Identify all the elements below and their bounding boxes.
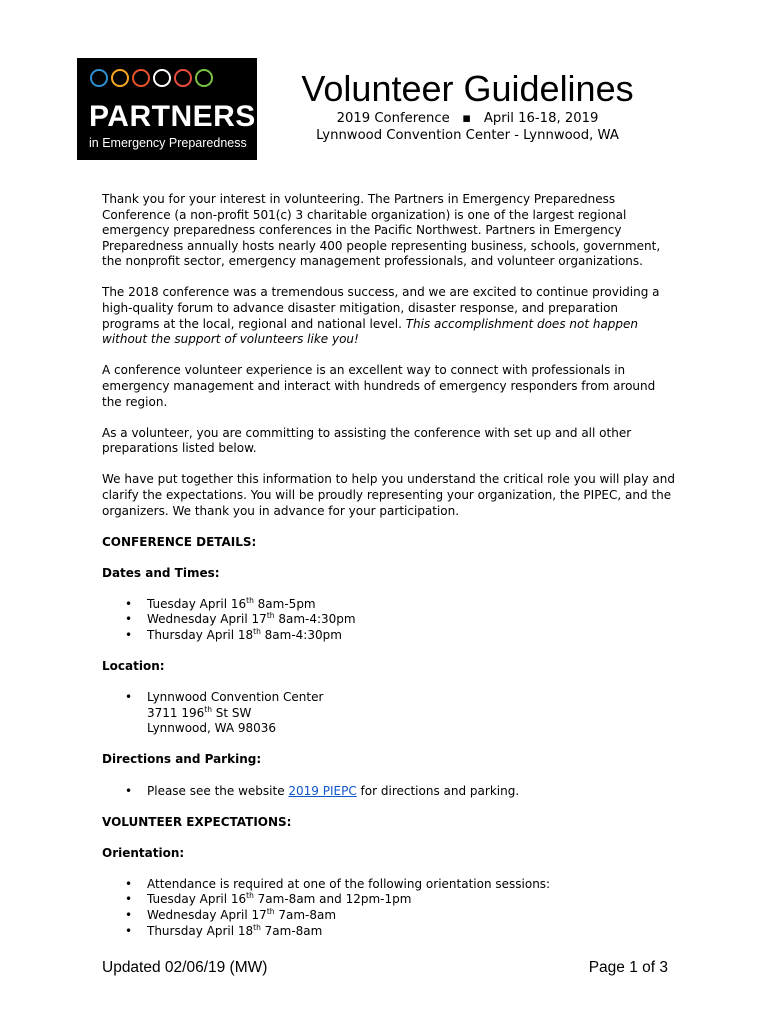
intro-paragraph-2	[102, 285, 677, 347]
dates-list	[102, 597, 677, 644]
intro-paragraph-3: A conference volunteer experience is an excellent way to connect with professionals in emergency management and interact with hundreds of emergency responders from around the region.	[102, 363, 656, 409]
list-item: • Tuesday April 16th 8am-5pm	[102, 597, 677, 613]
intro-paragraph-5: We have put together this information to help you understand the critical role you will play and clarify the expectations. You will be proudly representing your organization, the PIPEC, and the organizers. We thank you in advance for your participation.	[102, 472, 675, 518]
orientation-heading: Orientation:	[102, 845, 185, 860]
footer-page-number: Page 1 of 3	[588, 959, 668, 976]
volunteer-expectations-heading: VOLUNTEER EXPECTATIONS:	[102, 814, 292, 829]
page-title: Volunteer Guidelines	[301, 68, 634, 109]
list-item: • Attendance is required at one of the following orientation sessions:	[102, 877, 677, 893]
intro-paragraph-4: As a volunteer, you are committing to assisting the conference with set up and all other preparations listed below.	[102, 425, 632, 456]
water-drop-icon	[90, 69, 108, 87]
list-item: • Tuesday April 16th 7am-8am and 12pm-1pm	[102, 892, 677, 908]
separator: ▪	[462, 111, 472, 126]
conference-venue: Lynnwood Convention Center - Lynnwood, WA	[316, 128, 619, 143]
intro-paragraph-1: Thank you for your interest in volunteering. The Partners in Emergency Preparedness Conference (a non-profit 501(c) 3 charitable organization) is one of the largest regional emergency preparedness conferences in the Pacific Northwest. Partners in Emergency Preparedness annually hosts nearly 400 people representing business, schools, government, the nonprofit sector, emergency management professionals, and volunteer organizations.	[102, 192, 661, 269]
orientation-list	[102, 877, 677, 939]
logo-icons	[90, 69, 213, 87]
globe-icon	[153, 69, 171, 87]
intro-paragraph-2-emphasis: This accomplishment does not happen without the support of volunteers like you!	[102, 316, 639, 347]
logo-brand: PARTNERS	[89, 100, 256, 133]
partners-logo	[77, 58, 257, 160]
list-item: • Wednesday April 17th 7am-8am	[102, 908, 677, 924]
fire-icon	[132, 69, 150, 87]
location-city: Lynnwood, WA 98036	[147, 721, 277, 736]
document-body	[102, 192, 677, 955]
logo-tagline: in Emergency Preparedness	[89, 136, 247, 150]
heartbeat-icon	[174, 69, 192, 87]
footer-updated: Updated 02/06/19 (MW)	[102, 959, 268, 976]
location-name: • Lynnwood Convention Center	[102, 690, 677, 706]
list-item: • Wednesday April 17th 8am-4:30pm	[102, 612, 677, 628]
location-heading: Location:	[102, 659, 165, 674]
piepc-website-link[interactable]: 2019 PIEPC	[288, 783, 357, 798]
dates-heading: Dates and Times:	[102, 565, 220, 580]
directions-heading: Directions and Parking:	[102, 752, 262, 767]
tree-icon	[195, 69, 213, 87]
conference-details-heading: CONFERENCE DETAILS:	[102, 534, 257, 549]
conference-year: 2019 Conference	[336, 111, 450, 126]
flame-icon	[111, 69, 129, 87]
location-list	[102, 690, 677, 737]
conference-dates-line	[280, 110, 655, 128]
location-address: 3711 196th St SW	[147, 704, 252, 720]
directions-list	[102, 784, 677, 800]
conference-dates: April 16-18, 2019	[483, 111, 599, 126]
list-item: • Thursday April 18th 7am-8am	[102, 924, 677, 940]
intro-paragraph-2-text: The 2018 conference was a tremendous success, and we are excited to continue providing a high-quality forum to advance disaster mitigation, disaster response, and preparation programs at the local, regional and national level.	[102, 285, 660, 331]
list-item: • Please see the website 2019 PIEPC for directions and parking.	[102, 784, 677, 800]
list-item: • Thursday April 18th 8am-4:30pm	[102, 628, 677, 644]
